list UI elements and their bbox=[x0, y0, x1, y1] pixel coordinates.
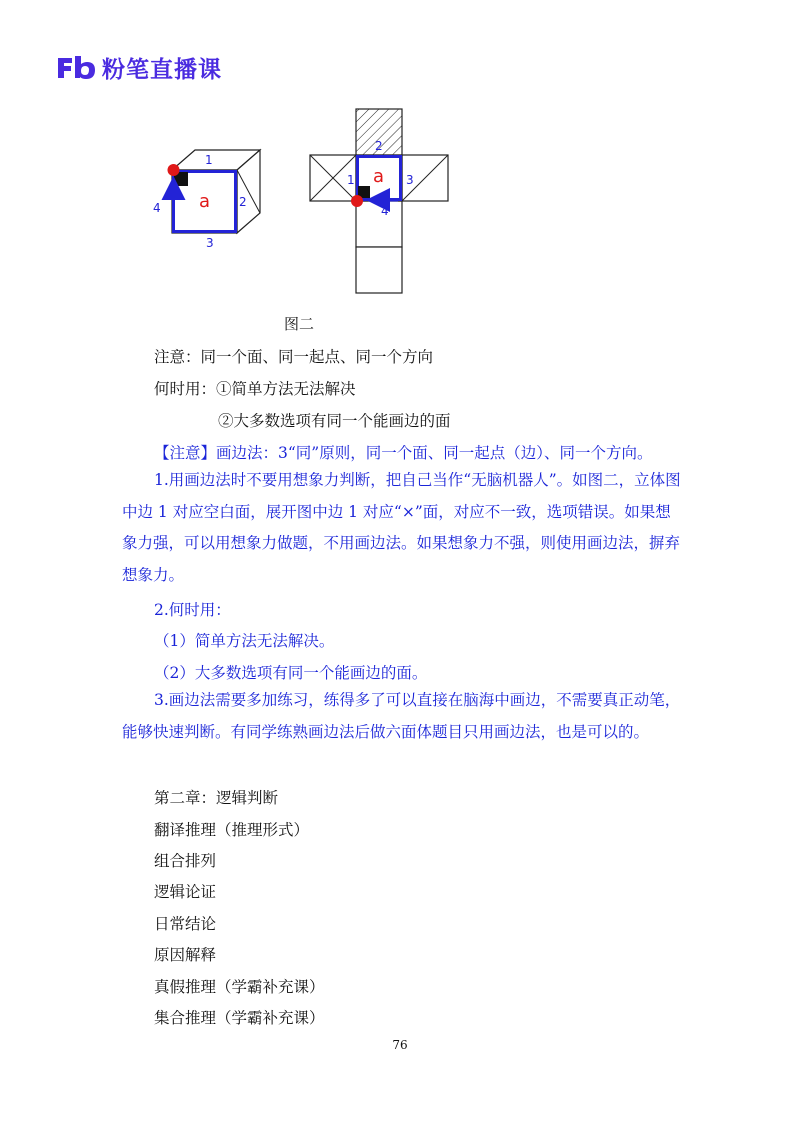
net-edge-label-3: 3 bbox=[406, 173, 414, 187]
chapter-item: 日常结论 bbox=[154, 915, 217, 933]
cube-net bbox=[310, 109, 448, 293]
note-line-3: ②大多数选项有同一个能画边的面 bbox=[218, 412, 451, 430]
chapter-title: 第二章：逻辑判断 bbox=[154, 789, 279, 807]
fb-logo-icon bbox=[56, 54, 96, 80]
cube-edge-label-3: 3 bbox=[206, 236, 214, 250]
blue-paragraph-3: （1）简单方法无法解决。 bbox=[154, 632, 335, 650]
cube-edge-label-1: 1 bbox=[205, 153, 213, 167]
note-line-2: 何时用：①简单方法无法解决 bbox=[154, 380, 356, 398]
net-face-label: a bbox=[373, 166, 385, 187]
chapter-item: 集合推理（学霸补充课） bbox=[154, 1009, 325, 1027]
cube-edge-label-2: 2 bbox=[239, 195, 247, 209]
blue-heading: 【注意】画边法：3“同”原则，同一个面、同一起点（边）、同一个方向。 bbox=[154, 444, 653, 462]
chapter-item: 翻译推理（推理形式） bbox=[154, 821, 310, 839]
chapter-item: 逻辑论证 bbox=[154, 883, 217, 901]
chapter-item: 原因解释 bbox=[154, 946, 217, 964]
cube-3d bbox=[153, 150, 260, 250]
net-edge-label-2: 2 bbox=[375, 139, 383, 153]
cube-face-label: a bbox=[199, 191, 211, 212]
cube-diagram bbox=[150, 100, 470, 300]
note-line-1: 注意：同一个面、同一起点、同一个方向 bbox=[154, 348, 434, 366]
net-edge-label-4: 4 bbox=[381, 204, 389, 218]
blue-paragraph-4: （2）大多数选项有同一个能画边的面。 bbox=[154, 664, 428, 682]
figure-caption: 图二 bbox=[284, 315, 315, 333]
net-edge-label-1: 1 bbox=[347, 173, 355, 187]
brand-logo bbox=[56, 52, 222, 82]
blue-paragraph-5: 3.画边法需要多加练习，练得多了可以直接在脑海中画边，不需要真正动笔，能够快速判断。有同学练熟画边法后做六面体题目只用画边法，也是可以的。 bbox=[122, 691, 681, 741]
blue-paragraph-1: 1.用画边法时不要用想象力判断，把自己当作“无脑机器人”。如图二，立体图中边 1 对应空白面，展开图中边 1 对应“×”面，对应不一致，选项错误。如果想象力强，可以用想象力做题，不用画边法。如果想象力不强，则使用画边法，摒弃想象力。 bbox=[122, 471, 681, 584]
page-number: 76 bbox=[392, 1038, 408, 1052]
chapter-item: 真假推理（学霸补充课） bbox=[154, 978, 325, 996]
logo-text: 粉笔直播课 bbox=[102, 56, 222, 83]
net-start-point-dot bbox=[351, 195, 363, 207]
cube-edge-label-4: 4 bbox=[153, 201, 161, 215]
start-point-dot bbox=[168, 164, 180, 176]
blue-paragraph-2: 2.何时用： bbox=[154, 601, 231, 619]
chapter-item: 组合排列 bbox=[154, 852, 217, 870]
